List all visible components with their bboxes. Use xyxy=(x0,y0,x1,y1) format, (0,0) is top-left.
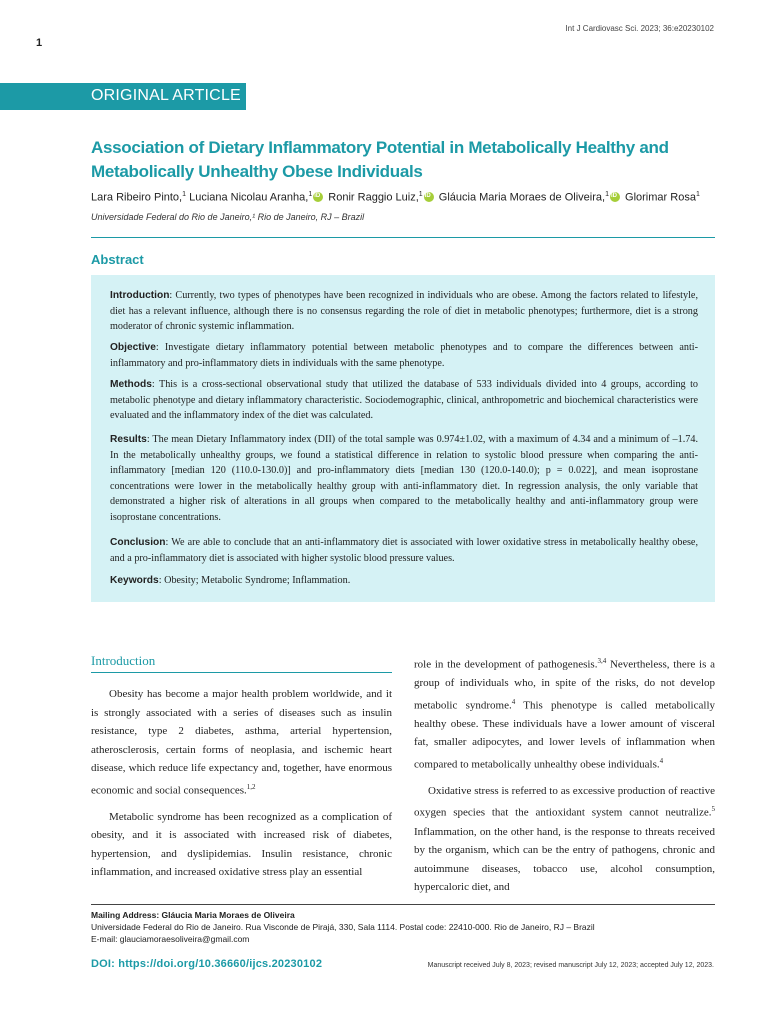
mailing-address: Universidade Federal do Rio de Janeiro. Rua Visconde de Pirajá, 330, Sala 1114. Postal code: 22410-000. Rio de Janeiro, RJ – Brazil xyxy=(91,922,595,932)
citation-mark: 4 xyxy=(511,697,516,706)
article-type-label: ORIGINAL ARTICLE xyxy=(91,87,241,104)
body-text: Obesity has become a major health problem worldwide, and it is strongly associated with a series of diseases such as insulin resistance, type 2 diabetes, asthma, arterial hypertension, atherosclerosis, certain forms of neoplasia, and ischemic heart disease, which reduce life expectancy and, together, have enormous economic and social consequences. xyxy=(91,688,392,797)
abstract-methods xyxy=(110,377,698,424)
abstract-conclusion xyxy=(110,535,698,566)
mailing-address-label: Mailing Address: Gláucia Maria Moraes de Oliveira xyxy=(91,910,295,920)
abstract-label: Results xyxy=(110,434,147,445)
left-column xyxy=(91,685,392,882)
body-text: role in the development of pathogenesis. xyxy=(414,658,598,671)
orcid-icon[interactable] xyxy=(424,192,434,202)
orcid-icon[interactable] xyxy=(313,192,323,202)
citation-mark: 4 xyxy=(659,756,664,765)
body-paragraph xyxy=(414,652,715,774)
author-name: Ronir Raggio Luiz, xyxy=(328,191,419,204)
abstract-label: Methods xyxy=(110,379,152,390)
author-name: Glorimar Rosa xyxy=(625,191,696,204)
abstract-text: : This is a cross-sectional observational study that utilized the database of 533 individuals divided into 4 groups, according to metabolic phenotype and dietary inflammatory characteristic. Sociodemographic, clinical, anthropometric and biochemical characteristics were evaluated and the inflammatory index of the diet was calculated. xyxy=(110,379,698,421)
abstract-heading: Abstract xyxy=(91,252,144,267)
title-line-1: Association of Dietary Inflammatory Potential in Metabolically Healthy and xyxy=(91,138,669,157)
abstract-objective xyxy=(110,340,698,371)
abstract-text: : The mean Dietary Inflammatory index (DII) of the total sample was 0.974±1.02, with a maximum of 4.34 and a minimum of –1.74. In the metabolically unhealthy groups, we found a statistical difference in relation to systolic blood pressure when comparing the anti-inflammatory [median 120 (110.0-130.0)] and pro-inflammatory diets [median 130 (120.0-140.0); p = 0.022], and mean isoprostane concentrations were lower in the metabolically healthy group with anti-inflammatory diet. In regression analysis, the only variable that demonstrated a higher risk of alterations in all groups when compared to the metabolically healthy and anti-inflammatory group were isoprostane concentrations. xyxy=(110,434,698,523)
author-name: Lara Ribeiro Pinto, xyxy=(91,191,183,204)
author-affiliation-mark: 1 xyxy=(418,191,423,198)
abstract-keywords xyxy=(110,573,698,589)
author-affiliation-mark: 1 xyxy=(605,191,609,198)
mailing-address-block xyxy=(91,909,595,945)
abstract-label: Objective xyxy=(110,342,156,353)
author-affiliation-mark: 1 xyxy=(182,191,187,198)
abstract-label: Conclusion xyxy=(110,537,166,548)
abstract-text: : Obesity; Metabolic Syndrome; Inflammation. xyxy=(158,575,351,586)
citation-mark: 3,4 xyxy=(597,657,607,665)
author-affiliation-mark: 1 xyxy=(308,191,313,198)
section-heading-introduction: Introduction xyxy=(91,653,156,668)
article-title xyxy=(91,136,691,184)
doi-link[interactable]: DOI: https://doi.org/10.36660/ijcs.20230102 xyxy=(91,958,323,970)
author-name: Gláucia Maria Moraes de Oliveira, xyxy=(438,191,606,204)
manuscript-dates: Manuscript received July 8, 2023; revised manuscript July 12, 2023; accepted July 12, 2023. xyxy=(427,962,714,969)
citation-mark: 1,2 xyxy=(246,782,256,791)
author-name: Luciana Nicolau Aranha, xyxy=(189,191,309,204)
author-list xyxy=(91,191,731,204)
affiliation: Universidade Federal do Rio de Janeiro,¹ Rio de Janeiro, RJ – Brazil xyxy=(91,212,365,222)
header-divider xyxy=(91,237,715,238)
body-text: Inflammation, on the other hand, is the response to threats received by the organism, which can be the entry of pathogens, chronic and autoimmune diseases, tobacco use, alcohol consumption, hypercaloric diet, and xyxy=(414,825,715,894)
page-number: 1 xyxy=(36,37,43,49)
body-paragraph xyxy=(414,782,715,897)
article-type-banner xyxy=(0,83,246,110)
title-line-2: Metabolically Unhealthy Obese Individuals xyxy=(91,162,423,181)
abstract-text: : Investigate dietary inflammatory potential between metabolic phenotypes and to compare the differences between anti-inflammatory and pro-inflammatory diets in individuals with the same phenotype. xyxy=(110,342,698,369)
abstract-label: Keywords xyxy=(110,575,159,586)
body-text: This phenotype is called metabolically healthy obese. These individuals have a lower amount of visceral fat, smaller adipocytes, and lower levels of inflammation when compared to metabolically unhealthy obese individuals. xyxy=(414,699,715,771)
journal-reference: Int J Cardiovasc Sci. 2023; 36:e20230102 xyxy=(565,24,714,33)
orcid-icon[interactable] xyxy=(610,192,620,202)
footer-divider xyxy=(91,904,715,905)
abstract-text: : Currently, two types of phenotypes have been recognized in individuals who are obese. Among the factors related to lifestyle, diet has a relevant influence, although there is no consensus regarding the role of diet in metabolic phenotypes; furthermore, diet is a strong moderator of chronic systemic inflammation. xyxy=(110,290,698,332)
body-paragraph xyxy=(91,685,392,800)
body-paragraph: Metabolic syndrome has been recognized as a complication of obesity, and it is associated with increased risk of diabetes, hypertension, and dyslipidemias. Insulin resistance, chronic inflammation, and increased oxidative stress play an essential xyxy=(91,810,392,879)
right-column xyxy=(414,652,715,897)
email-address[interactable]: E-mail: glauciamoraesoliveira@gmail.com xyxy=(91,934,250,944)
section-divider xyxy=(91,672,392,673)
body-text: Oxidative stress is referred to as excessive production of reactive oxygen species that the antioxidant system cannot neutralize. xyxy=(414,784,715,820)
abstract-text: : We are able to conclude that an anti-inflammatory diet is associated with lower oxidative stress in metabolically healthy obese, and a pro-inflammatory diet is associated with higher systolic blood pressure values. xyxy=(110,537,698,564)
abstract-label: Introduction xyxy=(110,290,170,301)
citation-mark: 5 xyxy=(711,805,715,814)
abstract-results xyxy=(110,432,698,525)
author-affiliation-mark: 1 xyxy=(695,191,700,198)
body-text: Nevertheless, there is a group of individuals who, in spite of the risks, do not develop metabolic syndrome. xyxy=(414,658,716,712)
abstract-introduction xyxy=(110,288,698,335)
